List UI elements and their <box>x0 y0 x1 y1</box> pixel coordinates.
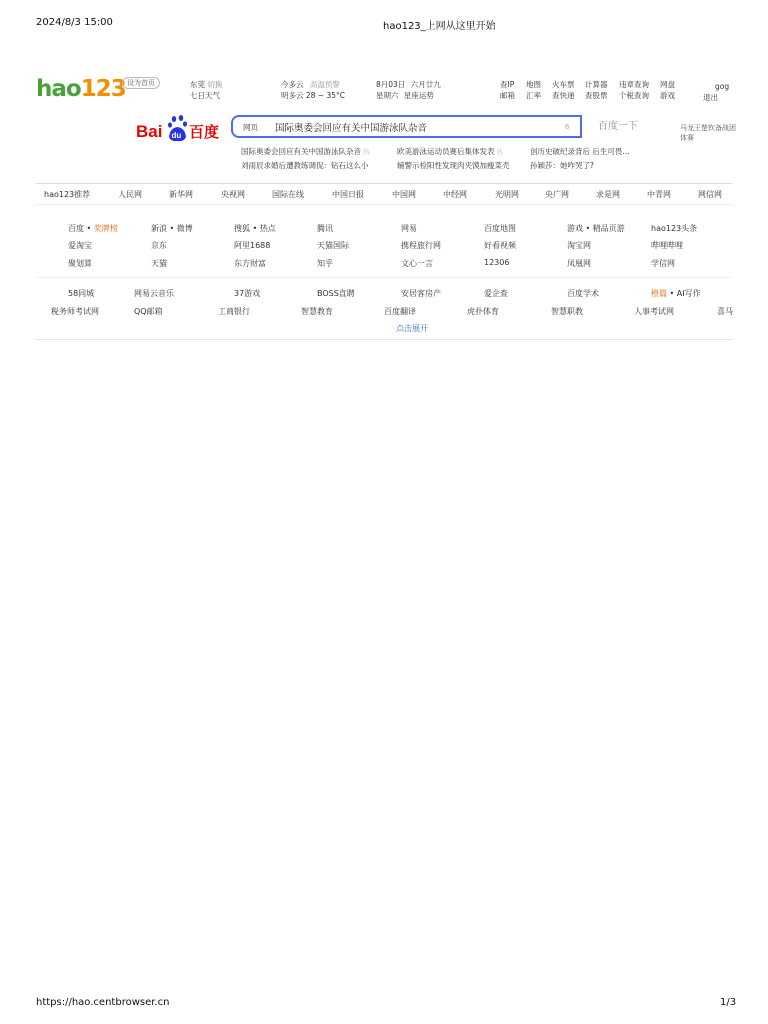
site-link[interactable]: 文心一言 <box>401 259 433 268</box>
site-link[interactable]: 网易 <box>401 224 417 233</box>
nav-item[interactable]: 人民网 <box>118 190 142 199</box>
site-link[interactable]: 网易云音乐 <box>134 289 174 298</box>
weather-city[interactable]: 东莞 <box>190 80 205 89</box>
nav-item[interactable]: 新华网 <box>169 190 193 199</box>
site-link[interactable]: BOSS直聘 <box>317 289 355 298</box>
hao123-logo[interactable] <box>36 76 126 102</box>
site-link[interactable]: 天猫 <box>151 259 167 268</box>
search-type-tab[interactable]: 网页 <box>243 123 258 132</box>
site-link[interactable]: 百度学术 <box>567 289 599 298</box>
date-day: 8月03日 <box>376 80 406 89</box>
baidu-paw-logo-icon <box>136 115 228 145</box>
site-link[interactable]: 安居客房产 <box>401 289 441 298</box>
suggestion-item[interactable] <box>241 146 370 157</box>
nav-item[interactable]: 中经网 <box>443 190 467 199</box>
quick-link[interactable]: 个税查询 <box>619 91 649 100</box>
site-link[interactable]: 税务师考试网 <box>51 307 99 316</box>
quick-link[interactable]: 查股票 <box>585 91 608 100</box>
suggestion-item[interactable] <box>397 146 503 157</box>
site-name: 百度 • <box>68 224 94 233</box>
site-link[interactable]: 好看视频 <box>484 241 516 250</box>
nav-item[interactable]: 中青网 <box>647 190 671 199</box>
weather-forecast-block <box>281 79 345 101</box>
suggestion-item[interactable] <box>530 160 594 171</box>
baidu-logo[interactable] <box>136 115 228 145</box>
site-link[interactable]: 凤凰网 <box>567 259 591 268</box>
site-link[interactable] <box>651 288 701 299</box>
nav-item[interactable]: 求是网 <box>596 190 620 199</box>
search-count: 6 <box>565 123 570 131</box>
nav-divider <box>36 204 732 205</box>
suggestion-text: 辅警示检阳性发现肉夹馍加瘦菜壳 <box>397 161 510 170</box>
set-homepage-button[interactable]: 设为首页 <box>122 77 160 89</box>
nav-item[interactable]: 央广网 <box>545 190 569 199</box>
svg-text:百度: 百度 <box>189 123 220 141</box>
weather-alert[interactable]: 高温预警 <box>309 80 340 89</box>
section-divider <box>36 277 732 278</box>
print-page-number: 1/3 <box>720 997 737 1008</box>
site-subtitle: • AI写作 <box>667 289 701 298</box>
date-block <box>376 79 441 101</box>
quick-link[interactable]: 地图 <box>526 80 541 89</box>
site-link[interactable]: 天猫国际 <box>317 241 349 250</box>
site-link[interactable]: 百度地图 <box>484 224 516 233</box>
quick-link[interactable]: 计算器 <box>585 80 608 89</box>
site-link[interactable]: 虎扑体育 <box>467 307 499 316</box>
user-name[interactable]: gog <box>715 82 730 91</box>
quick-link[interactable]: 查快递 <box>552 91 575 100</box>
quick-link[interactable]: 汇率 <box>526 91 541 100</box>
weather-city-block <box>190 79 222 101</box>
quick-links <box>500 79 700 101</box>
logo-h: h <box>36 76 52 102</box>
site-link[interactable]: 学信网 <box>651 259 675 268</box>
site-link[interactable]: 携程旅行网 <box>401 241 441 250</box>
site-link[interactable]: 爱淘宝 <box>68 241 92 250</box>
suggestion-text: 国际奥委会回应有关中国游泳队杂音 <box>241 147 361 156</box>
weather-tomorrow[interactable]: 明多云 28 ~ 35°C <box>281 91 346 100</box>
nav-item[interactable]: 中国日报 <box>332 190 364 199</box>
site-link[interactable]: 淘宝网 <box>567 241 591 250</box>
site-link[interactable]: 工商银行 <box>218 307 250 316</box>
nav-item[interactable]: 中国网 <box>392 190 416 199</box>
date-weekday: 星期六 <box>376 91 399 100</box>
site-link[interactable]: 智慧职教 <box>551 307 583 316</box>
site-link[interactable]: 12306 <box>484 258 510 267</box>
hot-badge: 热 <box>363 148 370 156</box>
weather-today[interactable]: 今多云 <box>281 80 304 89</box>
site-link[interactable] <box>68 223 118 234</box>
site-link[interactable]: 知乎 <box>317 259 333 268</box>
site-link[interactable]: 新浪 • 微博 <box>151 224 193 233</box>
logo-ao: ao <box>51 76 81 102</box>
quick-link[interactable]: 游戏 <box>660 91 675 100</box>
site-link[interactable]: 智慧教育 <box>301 307 333 316</box>
site-link[interactable]: 58同城 <box>68 289 95 298</box>
weather-switch-link[interactable]: 切换 <box>207 80 223 89</box>
suggestion-item[interactable] <box>397 160 510 171</box>
site-link[interactable]: QQ邮箱 <box>134 307 163 316</box>
nav-item[interactable]: 网信网 <box>698 190 722 199</box>
site-link[interactable]: 爱企查 <box>484 289 508 298</box>
site-link[interactable]: 游戏 • 精品页游 <box>567 224 625 233</box>
site-link[interactable]: 百度翻译 <box>384 307 416 316</box>
suggestion-text: 欧美游泳运动员赛后集体发表 <box>397 147 495 156</box>
site-link[interactable]: 37游戏 <box>234 289 261 298</box>
site-link[interactable]: 搜狐 • 热点 <box>234 224 276 233</box>
search-input[interactable] <box>275 119 555 135</box>
medal-ranking-link[interactable]: 奖牌榜 <box>93 224 118 233</box>
quick-link[interactable]: 查IP <box>500 80 515 89</box>
print-datetime: 2024/8/3 15:00 <box>36 17 113 28</box>
nav-item[interactable]: 央视网 <box>221 190 245 199</box>
quick-link[interactable]: 邮箱 <box>500 91 515 100</box>
baidu-search-button[interactable]: 百度一下 <box>582 115 654 138</box>
print-page-title: hao123_上网从这里开始 <box>383 21 496 32</box>
expand-link[interactable]: 点击展开 <box>396 324 428 333</box>
site-link[interactable]: 阿里1688 <box>234 241 271 250</box>
site-link[interactable]: 腾讯 <box>317 224 333 233</box>
logout-link[interactable]: 退出 <box>703 93 718 102</box>
top-nav-bar <box>36 183 732 205</box>
suggestion-item[interactable] <box>530 146 630 157</box>
date-lunar: 六月廿九 <box>410 80 441 89</box>
print-url: https://hao.centbrowser.cn <box>36 997 170 1008</box>
side-news-link[interactable]: 马龙王楚钦备战团体赛 <box>680 124 736 142</box>
suggestion-text: 孙颖莎：她咋哭了? <box>530 161 594 170</box>
content-bottom-divider <box>36 339 732 340</box>
site-link[interactable]: 东方财富 <box>234 259 266 268</box>
svg-text:du: du <box>171 131 182 140</box>
seven-day-weather-link[interactable]: 七日天气 <box>190 91 220 100</box>
suggestion-item[interactable] <box>241 160 369 171</box>
site-link[interactable]: 京东 <box>151 241 167 250</box>
nav-item[interactable]: 国际在线 <box>272 190 304 199</box>
search-box <box>231 115 582 138</box>
site-link[interactable]: 喜马 <box>717 307 733 316</box>
user-block <box>703 81 733 103</box>
horoscope-link[interactable]: 星座运势 <box>403 91 434 100</box>
suggestion-text: 刘雨辰求婚后遭教练调侃：钻石这么小 <box>241 161 369 170</box>
quick-link[interactable]: 火车票 <box>552 80 575 89</box>
logo-num: 123 <box>80 76 126 102</box>
site-link[interactable]: hao123头条 <box>651 224 698 233</box>
nav-item[interactable]: hao123推荐 <box>44 190 91 199</box>
quick-link[interactable]: 网盘 <box>660 80 675 89</box>
orange-site-name: 橙篇 <box>651 289 667 298</box>
svg-text:Bai: Bai <box>136 122 163 141</box>
quick-link[interactable]: 违章查询 <box>619 80 649 89</box>
hot-badge: 热 <box>496 148 503 156</box>
suggestion-text: 创历史破纪录背后 后生可畏... <box>530 147 630 156</box>
nav-item[interactable]: 光明网 <box>495 190 519 199</box>
site-link[interactable]: 人事考试网 <box>634 307 674 316</box>
site-link[interactable]: 聚划算 <box>68 259 92 268</box>
site-link[interactable]: 哔哩哔哩 <box>651 241 683 250</box>
